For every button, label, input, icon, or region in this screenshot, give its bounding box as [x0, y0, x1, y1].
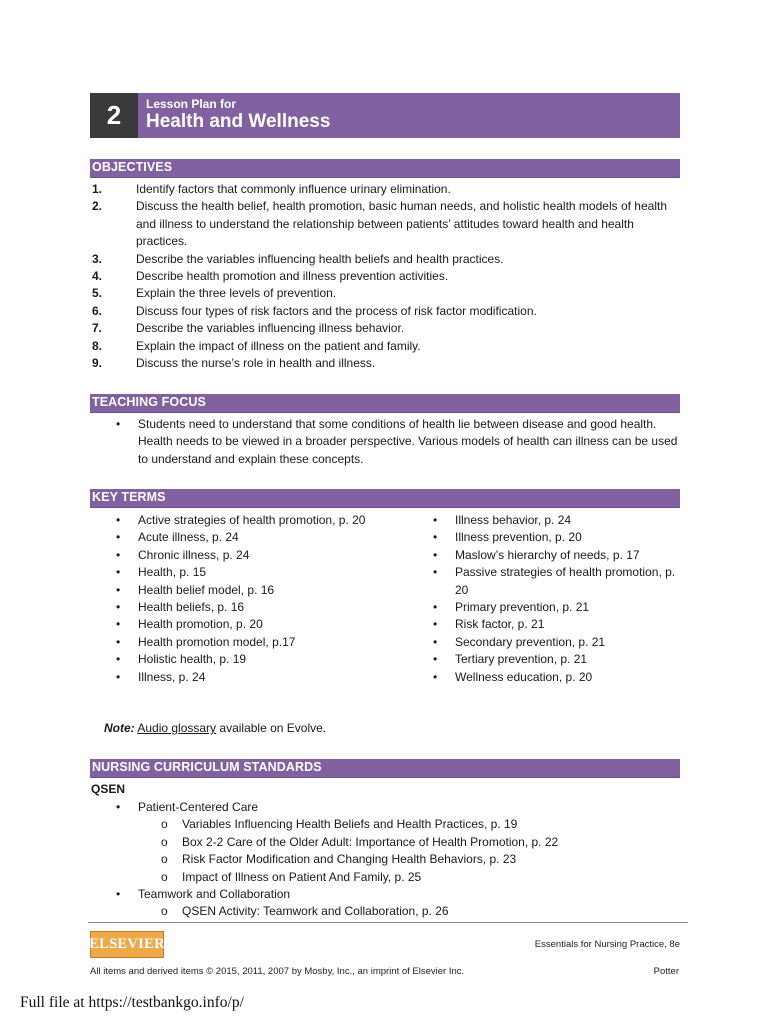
key-term-item: • Tertiary prevention, p. 21	[433, 651, 681, 668]
chapter-title: Health and Wellness	[146, 111, 331, 132]
note-text: available on Evolve.	[216, 721, 327, 735]
footer-copyright: All items and derived items © 2015, 2011, 2007 by Mosby, Inc., an imprint of Elsevier Inc.	[90, 966, 465, 977]
objective-item: 1. Identify factors that commonly influence urinary elimination.	[92, 182, 451, 196]
teaching-focus-section	[116, 416, 678, 468]
key-term-item: • Passive strategies of health promotion, p. 20	[433, 564, 681, 599]
key-terms-left-column	[116, 512, 366, 686]
key-term-item: • Primary prevention, p. 21	[433, 599, 681, 616]
key-term-item: • Risk factor, p. 21	[433, 616, 681, 633]
objectives-list	[90, 181, 680, 372]
full-file-link[interactable]: Full file at https://testbankgo.info/p/	[20, 994, 244, 1011]
objectives-heading-bar	[90, 159, 680, 178]
note-label: Note:	[104, 721, 135, 735]
key-term-item: • Illness, p. 24	[116, 669, 366, 686]
teaching-focus-heading: TEACHING FOCUS	[92, 395, 206, 409]
key-terms-heading: KEY TERMS	[92, 490, 166, 504]
key-term-item: • Chronic illness, p. 24	[116, 547, 366, 564]
standard-item: o Variables Influencing Health Beliefs and Health Practices, p. 19	[159, 816, 678, 833]
teaching-focus-heading-bar	[90, 394, 680, 413]
key-terms-right-column	[433, 512, 681, 686]
objective-item: 5. Explain the three levels of prevention.	[92, 286, 337, 301]
audio-glossary-link[interactable]: Audio glossary	[137, 721, 217, 735]
objective-item: 6. Discuss four types of risk factors and the process of risk factor modification.	[92, 303, 537, 318]
objective-item: 2. Discuss the health belief, health promotion, basic human needs, and holistic health models of health and illness to understand the relationship between patients’ attitudes toward health and health practices.	[92, 199, 667, 249]
standards-heading: NURSING CURRICULUM STANDARDS	[92, 760, 322, 774]
standard-group-title: Patient-Centered Care	[138, 800, 259, 814]
standards-heading-bar	[90, 759, 680, 778]
standard-group	[116, 886, 678, 921]
key-terms-heading-bar	[90, 489, 680, 508]
footer-book-title: Essentials for Nursing Practice, 8e	[534, 939, 680, 950]
footer-divider	[88, 922, 688, 923]
key-term-item: • Maslow’s hierarchy of needs, p. 17	[433, 547, 681, 564]
teaching-focus-text: • Students need to understand that some conditions of health lie between disease and good health. Health needs to be viewed in a broader perspective. Various models of health can illness can be used to understand and explain these concepts.	[116, 416, 678, 468]
key-term-item: • Active strategies of health promotion, p. 20	[116, 512, 366, 529]
elsevier-logo: ELSEVIER	[90, 931, 164, 958]
objective-item: 9. Discuss the nurse’s role in health and illness.	[92, 356, 376, 371]
objective-item: 3. Describe the variables influencing health beliefs and health practices.	[92, 251, 504, 266]
key-term-item: • Acute illness, p. 24	[116, 529, 366, 546]
qsen-label: QSEN	[91, 782, 126, 796]
note-line	[104, 720, 664, 737]
objectives-section	[90, 181, 680, 372]
standard-group	[116, 799, 678, 886]
standards-list	[116, 799, 678, 921]
objective-item: 4. Describe health promotion and illness prevention activities.	[92, 269, 449, 284]
standard-item: o Impact of Illness on Patient And Family, p. 25	[159, 869, 678, 886]
key-term-item: • Health promotion, p. 20	[116, 616, 366, 633]
key-term-item: • Health promotion model, p.17	[116, 634, 366, 651]
key-term-item: • Illness behavior, p. 24	[433, 512, 681, 529]
objectives-heading: OBJECTIVES	[92, 160, 173, 174]
key-term-item: • Wellness education, p. 20	[433, 669, 681, 686]
standard-item: o QSEN Activity: Teamwork and Collaboration, p. 26	[159, 903, 678, 920]
key-term-item: • Health belief model, p. 16	[116, 582, 366, 599]
standard-group-title: Teamwork and Collaboration	[138, 887, 291, 902]
key-term-item: • Health beliefs, p. 16	[116, 599, 366, 616]
objective-item: 8. Explain the impact of illness on the patient and family.	[92, 338, 421, 353]
objective-item: 7. Describe the variables influencing illness behavior.	[92, 321, 405, 336]
key-term-item: • Health, p. 15	[116, 564, 366, 581]
key-term-item: • Holistic health, p. 19	[116, 651, 366, 668]
key-term-item: • Secondary prevention, p. 21	[433, 634, 681, 651]
footer-author: Potter	[653, 966, 679, 977]
standard-item: o Box 2-2 Care of the Older Adult: Importance of Health Promotion, p. 22	[159, 834, 678, 851]
chapter-number: 2	[106, 100, 122, 130]
standard-item: o Risk Factor Modification and Changing Health Behaviors, p. 23	[159, 851, 678, 868]
key-term-item: • Illness prevention, p. 20	[433, 529, 681, 546]
chapter-subtitle: Lesson Plan for	[146, 97, 237, 111]
